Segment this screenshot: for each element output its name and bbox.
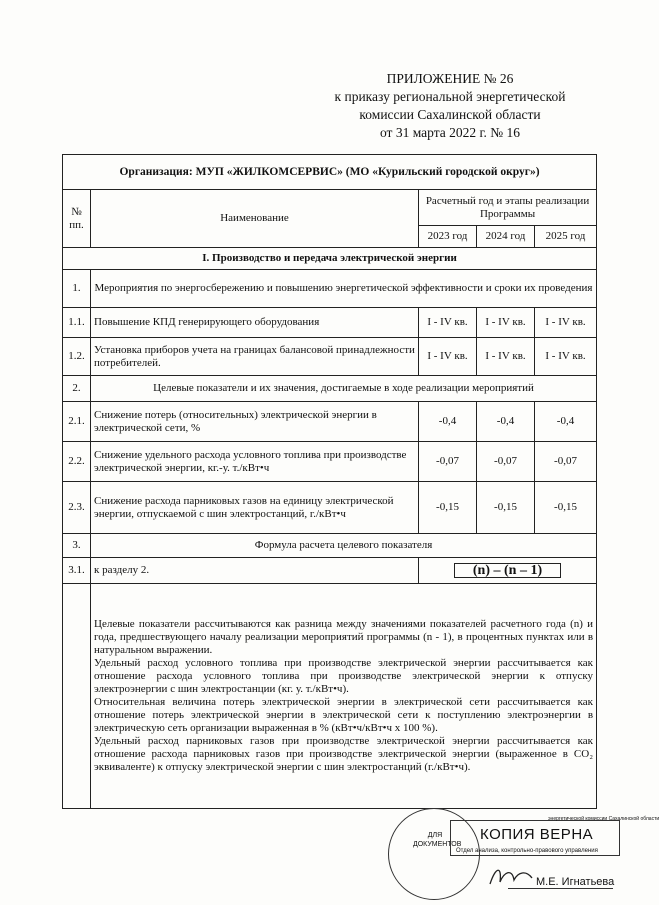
signer-name: М.Е. Игнатьева xyxy=(536,876,615,888)
certification-stamp xyxy=(388,808,659,898)
row-value: -0,15 xyxy=(477,482,535,534)
row-value: -0,07 xyxy=(535,442,597,482)
signature-line xyxy=(508,888,613,889)
row-value: I - IV кв. xyxy=(419,338,477,376)
formula-description xyxy=(91,584,597,809)
desc-paragraph: Целевые показатели рассчитываются как разница между значениями показателей расчетного года (n) и года, предшествующего началу реализации мероприятий программы (n - 1), в процентных пунктах или в натуральном выражении. xyxy=(94,618,594,656)
row-value: I - IV кв. xyxy=(535,308,597,338)
col-period-header: Расчетный год и этапы реализации Программы xyxy=(419,190,597,226)
row-num: 3. xyxy=(63,534,91,558)
row-num: 1.2. xyxy=(63,338,91,376)
row-num: 3.1. xyxy=(63,558,91,584)
row-value: -0,4 xyxy=(535,402,597,442)
row-num: 1. xyxy=(63,270,91,308)
row-text: Повышение КПД генерирующего оборудования xyxy=(91,308,419,338)
header-line-2: к приказу региональной энергетической xyxy=(334,89,566,104)
row-num: 2.1. xyxy=(63,402,91,442)
header-line-3: комиссии Сахалинской области xyxy=(359,107,541,122)
formula: (n) – (n – 1) xyxy=(454,563,561,578)
desc-paragraph: Относительная величина потерь электрической энергии в электрической сети рассчитывается как отношение потерь электрической энергии в электрической сети к поступлению электроэнергии в электрическую сеть организации выраженная в % (кВт•ч/кВт•ч х 100 %). xyxy=(94,696,594,734)
desc-paragraph: Удельный расход парниковых газов при производстве электрической энергии рассчитывается как отношение расхода парниковых газов при производстве электрической энергии (выраженное в CO₂ эквиваленте) к отпуску электрической энергии с шин электростанций (г./кВт•ч). xyxy=(94,735,594,773)
row-num: 2.3. xyxy=(63,482,91,534)
row-text: Снижение потерь (относительных) электрической энергии в электрической сети, % xyxy=(91,402,419,442)
row-value: -0,07 xyxy=(477,442,535,482)
row-text: Снижение удельного расхода условного топлива при производстве электрической энергии, кг.-у. т./кВт•ч xyxy=(91,442,419,482)
stamp-top-text: энергетической комиссии Сахалинской области xyxy=(548,816,659,822)
row-value: -0,15 xyxy=(419,482,477,534)
section-1-title: I. Производство и передача электрической энергии xyxy=(63,248,597,270)
appendix-number: ПРИЛОЖЕНИЕ № 26 xyxy=(386,71,514,86)
row-num: 2. xyxy=(63,376,91,402)
row-num: 1.1. xyxy=(63,308,91,338)
row-value: -0,4 xyxy=(477,402,535,442)
program-table xyxy=(62,154,597,809)
organization-title: Организация: МУП «ЖИЛКОМСЕРВИС» (МО «Курильский городской округ») xyxy=(63,155,597,190)
row-text: Снижение расхода парниковых газов на единицу электрической энергии, отпускаемой с шин электростанций, г./кВт•ч xyxy=(91,482,419,534)
col-num-header: № пп. xyxy=(63,190,91,248)
signature xyxy=(486,862,536,890)
row-text: к разделу 2. xyxy=(91,558,419,584)
row-value: I - IV кв. xyxy=(535,338,597,376)
row-text: Формула расчета целевого показателя xyxy=(91,534,597,558)
row-text: Целевые показатели и их значения, достигаемые в ходе реализации мероприятий xyxy=(91,376,597,402)
row-value: -0,15 xyxy=(535,482,597,534)
desc-paragraph: Удельный расход условного топлива при производстве электрической энергии рассчитывается как отношение расхода условного топлива при производстве электрической энергии к отпуску электроэнергии с шин электростанции (кг. у. т./кВт•ч). xyxy=(94,657,594,695)
row-value: I - IV кв. xyxy=(477,308,535,338)
year-2025: 2025 год xyxy=(535,226,597,248)
row-value: -0,4 xyxy=(419,402,477,442)
header-line-4: от 31 марта 2022 г. № 16 xyxy=(379,125,521,140)
row-value: -0,07 xyxy=(419,442,477,482)
stamp-title: КОПИЯ ВЕРНА xyxy=(480,826,594,843)
row-text: Мероприятия по энергосбережению и повышению энергетической эффективности и сроки их проведения xyxy=(91,270,597,308)
seal-text: ДЛЯ ДОКУМЕНТОВ xyxy=(413,832,462,848)
row-text: Установка приборов учета на границах балансовой принадлежности потребителей. xyxy=(91,338,419,376)
col-name-header: Наименование xyxy=(91,190,419,248)
stamp-subtitle: Отдел анализа, контрольно-правового управления xyxy=(456,848,598,854)
document-header xyxy=(300,70,600,142)
year-2024: 2024 год xyxy=(477,226,535,248)
row-value: I - IV кв. xyxy=(419,308,477,338)
year-2023: 2023 год xyxy=(419,226,477,248)
row-num: 2.2. xyxy=(63,442,91,482)
row-value: I - IV кв. xyxy=(477,338,535,376)
